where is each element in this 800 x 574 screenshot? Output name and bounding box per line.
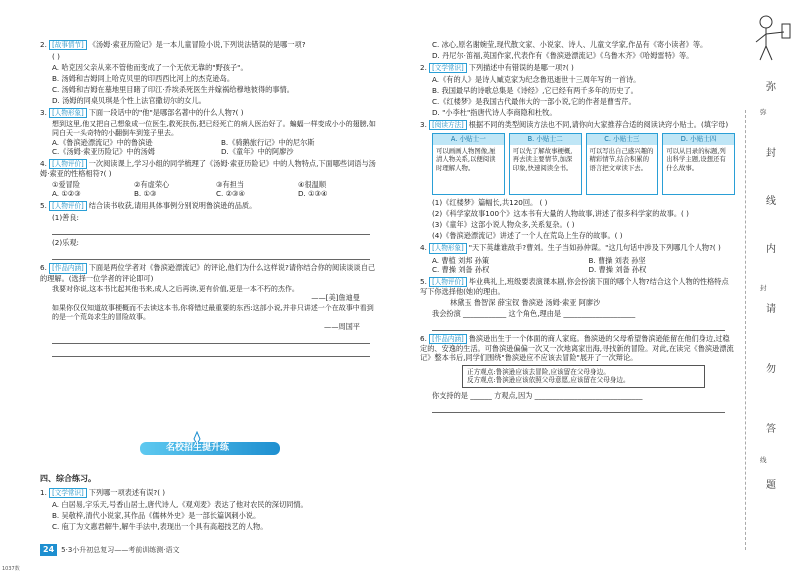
- tag-meaning: [作品内涵]: [49, 263, 87, 273]
- binding-column: 弥 封 线 内 请 勿 答 题 弥 封 线: [760, 82, 776, 491]
- section-four: 四、综合练习。 1. [文学常识] 下列哪一项表述有误?( ) A. 白居易,字乐天,号香山居士,唐代诗人,《观刈麦》表达了他对农民的深切同情。 B. 吴敬梓,清代小说家,其作品《儒林外史》是一部长篇讽刺小说。 C. 庖丁为文惠君解牛,解牛手法中,表现出一个具有高超技艺的人物。: [40, 474, 308, 532]
- left-column: 2. [故事情节] 《汤姆·索亚历险记》是一本儿童冒险小说,下列说法错误的是哪一项? ( ) A. 哈克因父亲从来不管他而变成了一个无依无靠的"野孩子"。 B. 汤姆和吉姆同上哈克贝里的印西西比河上的杰克逊岛。 C. 汤姆和吉姆在墓地里目睹了印江·乔埃杀死医生并嫁祸给穆地彼得的事情。 D. 汤姆的同桌贝琪是个性上法官撒切尔的女儿。 3. [人物形象] 下面一段话中的"他"是哪部名著中的什么人物?( ) 想到这里,他又把自己想象成一位医生,救死扶伤,把已经死亡的病人医治好了。蝙蝠一样变成小小的翅膀,如同白天一头奇特的小翻倒车到笼子里去。 A.《鲁滨逊漂流记》中的鲁滨逊 B.《骑鹅旅行记》中的尼尔斯 C.《汤姆·索亚历险记》中的汤姆 D.《童年》中的阿廖沙 4. [人物评价] 一次阅读课上,学习小组的同学梳理了《汤姆·索亚历险记》中的人物特点,下面哪些词语与汤姆·索亚的性格相符?( ) ①爱冒险 ②有虚荣心 ③有担当 ④很温顺 A. ①②③ B. ①③ C. ②③④ D. ①③④ 5. [人物评价] 结合读书收获,请用具体事例分别说明鲁滨逊的品质。 (1)善良: (2)乐观: 6. [作品内涵] 下面是两位学者对《鲁滨逊漂流记》的评论,他们为什么这样说?请你结合你的阅读谈谈自己的理解。(选择一位学者的评论即可) 我要对你说,这本书比起其他书来,成人之后再读,更有价值,更是一本不朽的杰作。 ——[美]詹迪曼 如果你仅仅知道故事梗概而不去读这本书,你将错过最重要的东西:这部小说,并非只讲述一个在故事中看到的是一个荒岛求生的冒险故事。 ——周国平: [40, 40, 380, 360]
- tag-method: [阅读方法]: [429, 120, 467, 130]
- binding-line: [745, 110, 746, 550]
- answer-line[interactable]: [52, 250, 370, 260]
- answer-line[interactable]: [432, 403, 725, 413]
- tip-card: B. 小贴士二 可以先了解故事梗概,再去读主要情节,加深印象,快速阅读全书。: [509, 133, 582, 195]
- tag-eval: [人物评价]: [429, 277, 467, 287]
- tag-character: [人物形象]: [429, 243, 467, 253]
- tip-card: A. 小贴士一 可以画画人物图像,厘清人物关系,以便阅读时理解人物。: [432, 133, 505, 195]
- support-line: 你支持的是 ______ 方观点,因为 ______________________________: [432, 390, 643, 400]
- tips-row: [432, 133, 735, 195]
- page-footer: 24 5·3小升初总复习——考前训练测·语文: [40, 544, 180, 556]
- section-banner: 名校招生提升练: [140, 437, 280, 459]
- answer-line[interactable]: [52, 347, 370, 357]
- tag-meaning: [作品内涵]: [429, 334, 467, 344]
- tag-literature: [文学常识]: [49, 488, 87, 498]
- corner-code: 1037数: [2, 566, 20, 572]
- tag-eval: [人物评价]: [49, 159, 87, 169]
- answer-line[interactable]: [432, 321, 725, 331]
- page-number: 24: [40, 544, 57, 556]
- answer-line[interactable]: [52, 334, 370, 344]
- answer-line[interactable]: [52, 225, 370, 235]
- tag-literature: [文学常识]: [429, 63, 467, 73]
- tag-eval: [人物评价]: [49, 201, 87, 211]
- debate-box: 正方观点:鲁滨逊应该去冒险,应该留在父母身边。 反方观点:鲁滨逊应该依照父母意愿,应该留在父母身边。: [462, 365, 705, 387]
- tip-card: C. 小贴士三 可以写出自己感兴趣的精彩情节,结合积累的语言把文章读下去。: [586, 133, 659, 195]
- roleplay-line: 我会扮演 ____________ 这个角色,理由是 ____________________: [432, 308, 636, 318]
- tag-story: [故事情节]: [49, 40, 87, 50]
- tag-character: [人物形象]: [49, 108, 87, 118]
- tip-card: D. 小贴士四 可以从目录的标题,列出科学主题,设想还有什么故事。: [662, 133, 735, 195]
- right-column: C. 冰心,原名谢婉莹,现代散文家、小说家、诗人、儿童文学家,作品有《寄小读者》等。 D. 丹尼尔·笛福,英国作家,代表作有《鲁滨逊漂流记》《乌鲁木齐》《哈姆雷特》等。 2. [文学常识] 下列描述中有错误的是哪一项?( ) A.《有的人》是诗人臧克家为纪念鲁迅逝世十三周年写的一首诗。 B. 我国最早的诗歌总集是《诗经》,它已经有两千多年的历史了。 C.《红楼梦》是我国古代最伟大的一部小说,它的作者是曹雪芹。 D. "小李杜"指唐代诗人李商隐和杜牧。 3. [阅读方法] 根据不同的类型阅读方法也不同,请你向大家推荐合适的阅读诀窍小贴士。(填字母) A. 小贴士一 可以画画人物图像,厘清人物关系,以便阅读时理解人物。 B. 小贴士二 可以先了解故事梗概,再去读主要情节,加深印象,快速阅读全书。 C. 小贴士三 可以写出自己感兴趣的精彩情节,结合积累的语言把文章读下去。 D. 小贴士四 可以从目录的标题,列出科学主题,设想还有什么故事。 (1)《红楼梦》篇幅长,共120回。 ( ) (2)《科学家故事100个》这本书有大量的人物故事,讲述了很多科学家的故事。( ) (3)《童年》这部小说人物众多,关系复杂。( ) (4)《鲁滨逊漂流记》讲述了一个人在荒岛上生存的故事。( ) 4. [人物形象] "天下英雄谁敌手?曹刘。生子当如孙仲谋。"这几句话中涉及下列哪几个人物?( ) A. 曹植 刘邦 孙策 B. 曹操 刘表 孙坚 C. 曹操 刘备 孙权 D. 曹操 刘备 孙权 5. [人物评价] 毕业典礼上,班级要表演课本剧,你会扮演下面的哪个人物?结合这个人物的性格特点写下你选择他(她)的理由。 林黛玉 鲁智深 薛宝钗 鲁滨逊 汤姆·索亚 阿廖沙 我会扮演 ____________ 这个角色,理由是 ____________________ 6. [作品内涵] 鲁滨逊出生于一个体面的商人家庭。鲁滨逊的父母希望鲁滨逊能留在他们身边,过稳定的、安逸的生活。可鲁滨逊偏偏一次又一次地离家出海,寻找新的冒险。对此,在读完《鲁滨逊漂流记》整本书后,同学们围绕"鲁滨逊应不应该去冒险"展开了一次辩论。 正方观点:鲁滨逊应该去冒险,应该留在父母身边。 反方观点:鲁滨逊应该依照父母意愿,应该留在父母身边。 你支持的是 ______ 方观点,因为 ______________________________: [420, 40, 735, 416]
